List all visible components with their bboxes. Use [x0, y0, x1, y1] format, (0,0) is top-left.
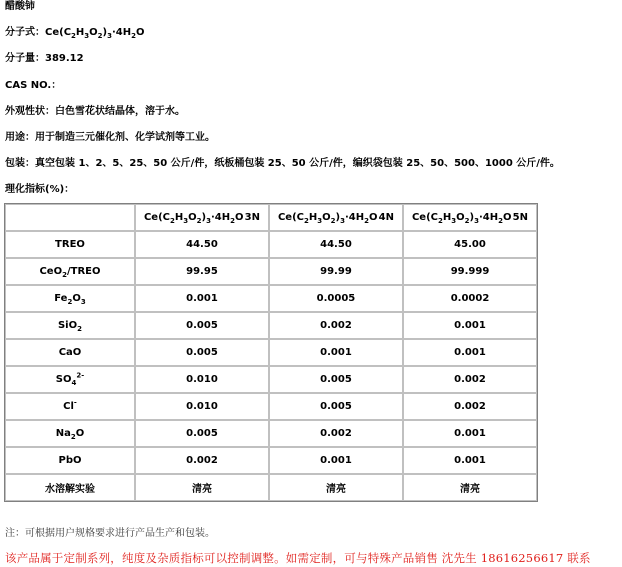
- formula-part: ): [102, 27, 108, 38]
- label-sub: 3: [80, 298, 86, 306]
- weight-label: 分子量：: [5, 53, 45, 64]
- table-cell: 99.99: [269, 258, 403, 285]
- formula-part: O: [89, 27, 98, 38]
- formula-sub: 2: [464, 217, 470, 225]
- table-cell: 44.50: [269, 231, 403, 258]
- footnote: 注：可根据用户规格要求进行产品生产和包装。: [5, 528, 215, 539]
- custom-order-notice: 该产品属于定制系列，纯度及杂质指标可以控制调整。如需定制，可与特殊产品销售 沈先生 18616256617 联系: [5, 551, 591, 565]
- spec-table: [4, 203, 538, 502]
- table-header-row: [5, 204, 537, 231]
- row-label: CaO: [5, 339, 135, 366]
- label-part: Na: [55, 428, 71, 439]
- table-cell: 0.005: [269, 393, 403, 420]
- table-cell: 0.002: [269, 312, 403, 339]
- table-cell: 0.001: [135, 285, 269, 312]
- formula-label: 分子式：: [5, 27, 45, 38]
- table-cell: 99.95: [135, 258, 269, 285]
- table-row: [5, 393, 537, 420]
- formula-sub: 2: [230, 217, 235, 225]
- formula-part: O: [188, 212, 197, 223]
- formula-sub: 3: [107, 32, 112, 40]
- label-sub: 2: [67, 298, 73, 306]
- table-cell: 清亮: [269, 474, 403, 501]
- usage-text: 用途：用于制造三元催化剂、化学试剂等工业。: [5, 132, 215, 143]
- molecular-formula: [5, 26, 145, 40]
- row-label: [5, 393, 135, 420]
- header-cell-5n: [403, 204, 537, 231]
- table-cell: 0.001: [403, 420, 537, 447]
- formula-sub: 2: [364, 217, 369, 225]
- spec-heading: 理化指标(%)：: [5, 184, 75, 195]
- label-part: O: [75, 428, 85, 439]
- formula-part: ): [335, 212, 341, 223]
- formula-part: O: [456, 212, 465, 223]
- formula-sub: 2: [131, 32, 137, 40]
- table-cell: 0.002: [403, 393, 537, 420]
- formula-part: O: [136, 27, 145, 38]
- formula-part: H: [75, 27, 85, 38]
- formula-part: Ce(C: [143, 212, 170, 223]
- formula-part: H: [174, 212, 184, 223]
- table-row: [5, 231, 537, 258]
- header-formula: [278, 212, 378, 223]
- cas-number: CAS NO.：: [5, 80, 62, 91]
- formula-part: H: [308, 212, 318, 223]
- label-part: CeO: [39, 266, 63, 277]
- formula-sub: 2: [438, 217, 443, 225]
- label-sub: 2: [70, 433, 76, 441]
- table-cell: 0.001: [403, 447, 537, 474]
- formula-part: ·4H: [344, 212, 365, 223]
- formula-part: ): [469, 212, 475, 223]
- table-row: [5, 312, 537, 339]
- formula-part: ·4H: [112, 27, 132, 38]
- table-cell: 0.0002: [403, 285, 537, 312]
- header-formula: [144, 212, 244, 223]
- table-cell: 99.999: [403, 258, 537, 285]
- row-label: [5, 366, 135, 393]
- formula-part: ·4H: [478, 212, 499, 223]
- packing-text: 包装：真空包装 1、2、5、25、50 公斤/件，纸板桶包装 25、50 公斤/件，编织袋包装 25、50、500、1000 公斤/件。: [5, 158, 560, 169]
- table-row: [5, 366, 537, 393]
- header-corner-cell: [5, 204, 135, 231]
- table-cell: 0.010: [135, 393, 269, 420]
- formula-part: O: [502, 212, 512, 223]
- label-part: O: [72, 293, 81, 304]
- table-cell: 0.002: [269, 420, 403, 447]
- row-label: [5, 258, 135, 285]
- formula-sub: 2: [170, 217, 175, 225]
- formula-sub: 3: [84, 32, 90, 40]
- formula-sub: 2: [97, 32, 103, 40]
- table-row: [5, 285, 537, 312]
- grade-label: 3N: [244, 212, 260, 223]
- molecular-weight: [5, 52, 84, 66]
- weight-value: 389.12: [45, 53, 84, 64]
- header-cell-4n: [269, 204, 403, 231]
- formula-part: O: [368, 212, 378, 223]
- label-part: SiO: [57, 320, 78, 331]
- formula-sub: 2: [330, 217, 336, 225]
- formula-part: Ce(C: [277, 212, 304, 223]
- row-label: PbO: [5, 447, 135, 474]
- table-row: [5, 258, 537, 285]
- label-sup: -: [73, 398, 77, 407]
- row-label: TREO: [5, 231, 135, 258]
- formula-part: O: [234, 212, 244, 223]
- label-part: Fe: [54, 293, 68, 304]
- table-cell: 0.005: [135, 312, 269, 339]
- table-cell: 0.001: [403, 312, 537, 339]
- label-sub: 4: [71, 379, 77, 387]
- table-cell: 0.005: [135, 420, 269, 447]
- row-label: [5, 312, 135, 339]
- table-row: [5, 474, 537, 501]
- table-row: [5, 420, 537, 447]
- table-row: [5, 339, 537, 366]
- formula-part: Ce(C: [411, 212, 438, 223]
- formula-sub: 3: [340, 217, 345, 225]
- formula-sub: 2: [498, 217, 503, 225]
- table-cell: 45.00: [403, 231, 537, 258]
- table-cell: 0.001: [269, 447, 403, 474]
- product-title: 醋酸铈: [5, 1, 35, 12]
- grade-label: 5N: [512, 212, 528, 223]
- formula-part: O: [322, 212, 331, 223]
- formula-sub: 3: [206, 217, 211, 225]
- formula-part: ): [201, 212, 207, 223]
- formula-sub: 2: [196, 217, 202, 225]
- table-cell: 0.001: [403, 339, 537, 366]
- label-part: Cl: [63, 401, 74, 412]
- formula-sub: 2: [304, 217, 309, 225]
- label-sub: 2: [62, 271, 67, 279]
- table-cell: 0.005: [269, 366, 403, 393]
- table-cell: 0.002: [403, 366, 537, 393]
- header-formula: [412, 212, 512, 223]
- formula-part: H: [442, 212, 452, 223]
- table-cell: 清亮: [403, 474, 537, 501]
- formula-part: ·4H: [210, 212, 231, 223]
- formula-sub: 3: [183, 217, 189, 225]
- table-cell: 44.50: [135, 231, 269, 258]
- table-cell: 0.001: [269, 339, 403, 366]
- label-sub: 2: [77, 325, 82, 333]
- table-cell: 0.010: [135, 366, 269, 393]
- formula-sub: 3: [474, 217, 479, 225]
- row-label: [5, 420, 135, 447]
- header-cell-3n: [135, 204, 269, 231]
- formula-sub: 3: [451, 217, 457, 225]
- table-cell: 0.005: [135, 339, 269, 366]
- formula-part: Ce(C: [45, 27, 72, 38]
- formula-sub: 3: [317, 217, 323, 225]
- grade-label: 4N: [378, 212, 394, 223]
- formula-sub: 2: [71, 32, 76, 40]
- table-row: [5, 447, 537, 474]
- appearance-text: 外观性状：白色雪花状结晶体，溶于水。: [5, 106, 185, 117]
- label-part: SO: [55, 374, 72, 385]
- table-cell: 0.0005: [269, 285, 403, 312]
- label-sup: 2-: [76, 371, 85, 380]
- table-cell: 0.002: [135, 447, 269, 474]
- row-label: [5, 285, 135, 312]
- row-label: 水溶解实验: [5, 474, 135, 501]
- table-cell: 清亮: [135, 474, 269, 501]
- label-part: /TREO: [66, 266, 101, 277]
